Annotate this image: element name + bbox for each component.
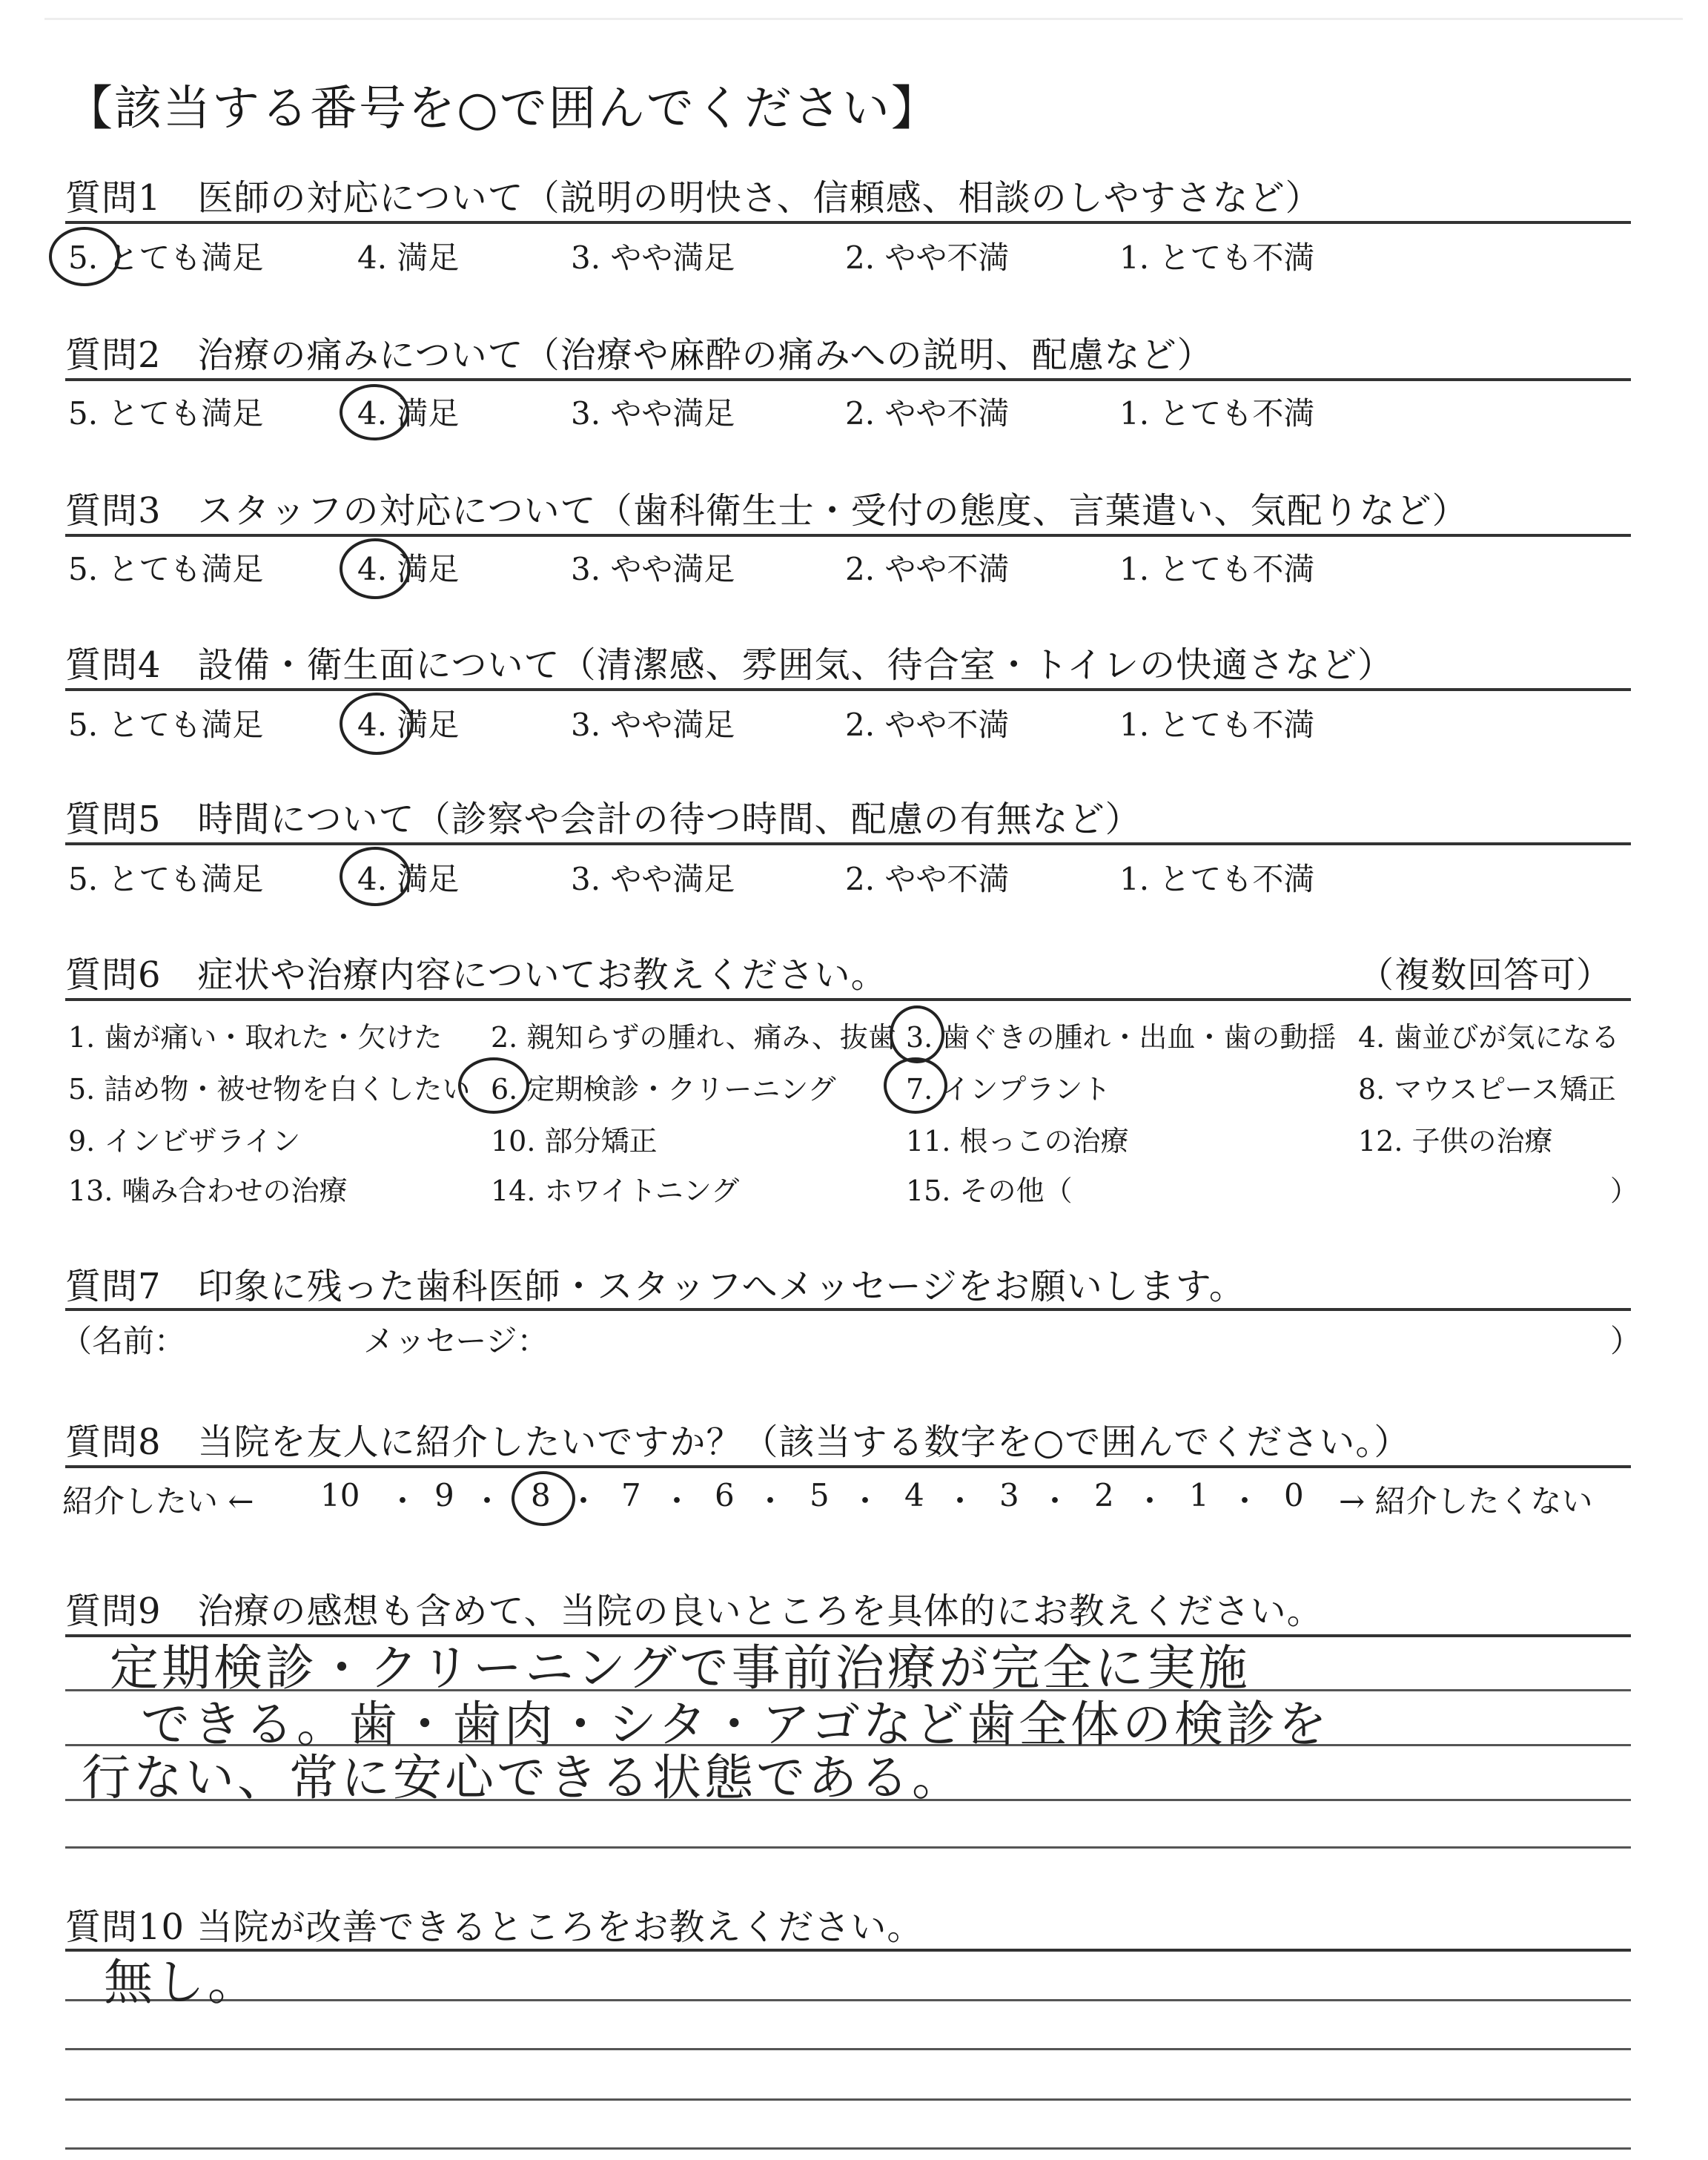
q4-option-1[interactable]: 1. とても不満 [1119, 707, 1315, 743]
q5-option-4[interactable]: 4. 満足 [357, 861, 460, 897]
q7-message-label[interactable]: メッセージ： [363, 1323, 549, 1359]
q3-option-4[interactable]: 4. 満足 [357, 551, 460, 587]
q8-score-5[interactable]: 5 [810, 1477, 830, 1513]
q1-option-2[interactable]: 2. やや不満 [845, 240, 1010, 276]
q10-rule [65, 1949, 1631, 1952]
q3-option-1[interactable]: 1. とても不満 [1119, 551, 1315, 587]
q6-option-7[interactable]: 7. インプラント [906, 1073, 1111, 1106]
q6-multiple-note: （複数回答可） [1358, 954, 1613, 996]
q6-option-13[interactable]: 13. 噛み合わせの治療 [68, 1175, 348, 1207]
q9-handwritten-line-3: 行ない、常に安心できる状態である。 [82, 1749, 964, 1806]
q8-dot: ・ [944, 1483, 976, 1519]
q7-title: 質問7 印象に残った歯科医師・スタッフへメッセージをお願いします。 [65, 1266, 1245, 1307]
q8-score-9[interactable]: 9 [434, 1477, 454, 1513]
q10-answer-line [65, 2048, 1631, 2050]
q8-dot: ・ [471, 1483, 503, 1519]
q7-rule [65, 1308, 1631, 1311]
scan-top-edge [44, 18, 1683, 20]
q6-option-10[interactable]: 10. 部分矯正 [491, 1125, 658, 1157]
q6-option-2[interactable]: 2. 親知らずの腫れ、痛み、抜歯 [491, 1021, 896, 1054]
q6-option-15-close: ） [1610, 1175, 1639, 1207]
q4-selection-circle [340, 693, 414, 755]
q8-dot: ・ [568, 1483, 600, 1519]
q8-dot: ・ [1229, 1483, 1261, 1519]
q6-option-5[interactable]: 5. 詰め物・被せ物を白くしたい [68, 1073, 471, 1106]
q5-title: 質問5 時間について（診察や会計の待つ時間、配慮の有無など） [65, 799, 1142, 840]
q2-title: 質問2 治療の痛みについて（治療や麻酔の痛みへの説明、配慮など） [65, 334, 1214, 376]
form-heading: 【該当する番号を○で囲んでください】 [65, 82, 940, 136]
q6-option-11[interactable]: 11. 根っこの治療 [906, 1125, 1129, 1157]
q9-handwritten-line-2: できる。歯・歯肉・シタ・アゴなど歯全体の検診を [141, 1696, 1331, 1753]
q8-dot: ・ [1134, 1483, 1166, 1519]
q6-selection-circle-3 [890, 1005, 944, 1063]
q6-option-9[interactable]: 9. インビザライン [68, 1125, 301, 1157]
q5-option-2[interactable]: 2. やや不満 [845, 861, 1010, 897]
q8-score-1[interactable]: 1 [1189, 1477, 1209, 1513]
q8-score-3[interactable]: 3 [999, 1477, 1019, 1513]
q5-option-3[interactable]: 3. やや満足 [571, 861, 735, 897]
q10-title: 質問10 当院が改善できるところをお教えください。 [65, 1906, 924, 1948]
q1-rule [65, 221, 1631, 224]
q6-option-4[interactable]: 4. 歯並びが気になる [1358, 1021, 1620, 1054]
q4-title: 質問4 設備・衛生面について（清潔感、雰囲気、待合室・トイレの快適さなど） [65, 644, 1394, 686]
q3-selection-circle [340, 538, 411, 599]
q10-handwritten-answer: 無し。 [104, 1954, 259, 2011]
q8-score-0[interactable]: 0 [1284, 1477, 1304, 1513]
q2-option-1[interactable]: 1. とても不満 [1119, 395, 1315, 432]
q10-answer-line [65, 2098, 1631, 2101]
q1-title: 質問1 医師の対応について（説明の明快さ、信頼感、相談のしやすさなど） [65, 177, 1322, 219]
q8-score-6[interactable]: 6 [715, 1477, 735, 1513]
q4-option-5[interactable]: 5. とても満足 [68, 707, 264, 743]
q6-selection-circle-6 [458, 1057, 529, 1114]
q8-score-2[interactable]: 2 [1094, 1477, 1114, 1513]
q8-score-4[interactable]: 4 [904, 1477, 924, 1513]
q6-option-15[interactable]: 15. その他（ [906, 1175, 1073, 1207]
q5-option-5[interactable]: 5. とても満足 [68, 861, 264, 897]
q8-dot: ・ [387, 1483, 419, 1519]
q6-title: 質問6 症状や治療内容についてお教えください。 [65, 954, 887, 996]
q8-rule [65, 1465, 1631, 1468]
q1-option-4[interactable]: 4. 満足 [357, 240, 460, 276]
q1-option-5[interactable]: 5. とても満足 [68, 240, 264, 276]
q5-rule [65, 842, 1631, 845]
q1-selection-circle [49, 227, 120, 286]
q8-selection-circle [512, 1471, 575, 1526]
q6-option-14[interactable]: 14. ホワイトニング [491, 1175, 740, 1207]
q2-selection-circle [340, 384, 409, 440]
q2-option-4[interactable]: 4. 満足 [357, 395, 460, 432]
q8-title: 質問8 当院を友人に紹介したいですか？（該当する数字を○で囲んでください。） [65, 1421, 1411, 1463]
q4-option-3[interactable]: 3. やや満足 [571, 707, 735, 743]
q3-option-5[interactable]: 5. とても満足 [68, 551, 264, 587]
q2-rule [65, 378, 1631, 381]
q4-option-4[interactable]: 4. 満足 [357, 707, 460, 743]
q8-dot: ・ [1039, 1483, 1071, 1519]
q5-selection-circle [340, 847, 411, 906]
q3-title: 質問3 スタッフの対応について（歯科衛生士・受付の態度、言葉遣い、気配りなど） [65, 490, 1469, 532]
q2-option-2[interactable]: 2. やや不満 [845, 395, 1010, 432]
q6-option-3[interactable]: 3. 歯ぐきの腫れ・出血・歯の動揺 [906, 1021, 1337, 1054]
q3-option-3[interactable]: 3. やや満足 [571, 551, 735, 587]
q8-left-label: 紹介したい ← [62, 1483, 254, 1519]
q1-option-1[interactable]: 1. とても不満 [1119, 240, 1315, 276]
q8-dot: ・ [850, 1483, 881, 1519]
q6-rule [65, 998, 1631, 1001]
q8-score-10[interactable]: 10 [320, 1477, 360, 1513]
q6-option-1[interactable]: 1. 歯が痛い・取れた・欠けた [68, 1021, 443, 1054]
q8-dot: ・ [755, 1483, 787, 1519]
q6-option-6[interactable]: 6. 定期検診・クリーニング [491, 1073, 836, 1106]
q7-close-paren: ） [1610, 1323, 1642, 1359]
q3-rule [65, 534, 1631, 537]
q4-option-2[interactable]: 2. やや不満 [845, 707, 1010, 743]
q6-option-8[interactable]: 8. マウスピース矯正 [1358, 1073, 1616, 1106]
q1-option-3[interactable]: 3. やや満足 [571, 240, 735, 276]
q9-title: 質問9 治療の感想も含めて、当院の良いところを具体的にお教えください。 [65, 1591, 1323, 1632]
q8-dot: ・ [661, 1483, 693, 1519]
q2-option-5[interactable]: 5. とても満足 [68, 395, 264, 432]
q10-answer-line [65, 1999, 1631, 2001]
q6-option-12[interactable]: 12. 子供の治療 [1358, 1125, 1553, 1157]
q8-score-7[interactable]: 7 [621, 1477, 641, 1513]
q7-name-label[interactable]: （名前： [61, 1323, 186, 1359]
q8-score-8[interactable]: 8 [531, 1477, 551, 1513]
q5-option-1[interactable]: 1. とても不満 [1119, 861, 1315, 897]
q10-answer-line [65, 2147, 1631, 2150]
q9-answer-line [65, 1846, 1631, 1849]
q9-handwritten-line-1: 定期検診・クリーニングで事前治療が完全に実施 [110, 1639, 1251, 1697]
q6-selection-circle-7 [884, 1057, 947, 1114]
q8-right-label: → 紹介したくない [1339, 1483, 1593, 1519]
q3-option-2[interactable]: 2. やや不満 [845, 551, 1010, 587]
q4-rule [65, 688, 1631, 691]
q2-option-3[interactable]: 3. やや満足 [571, 395, 735, 432]
